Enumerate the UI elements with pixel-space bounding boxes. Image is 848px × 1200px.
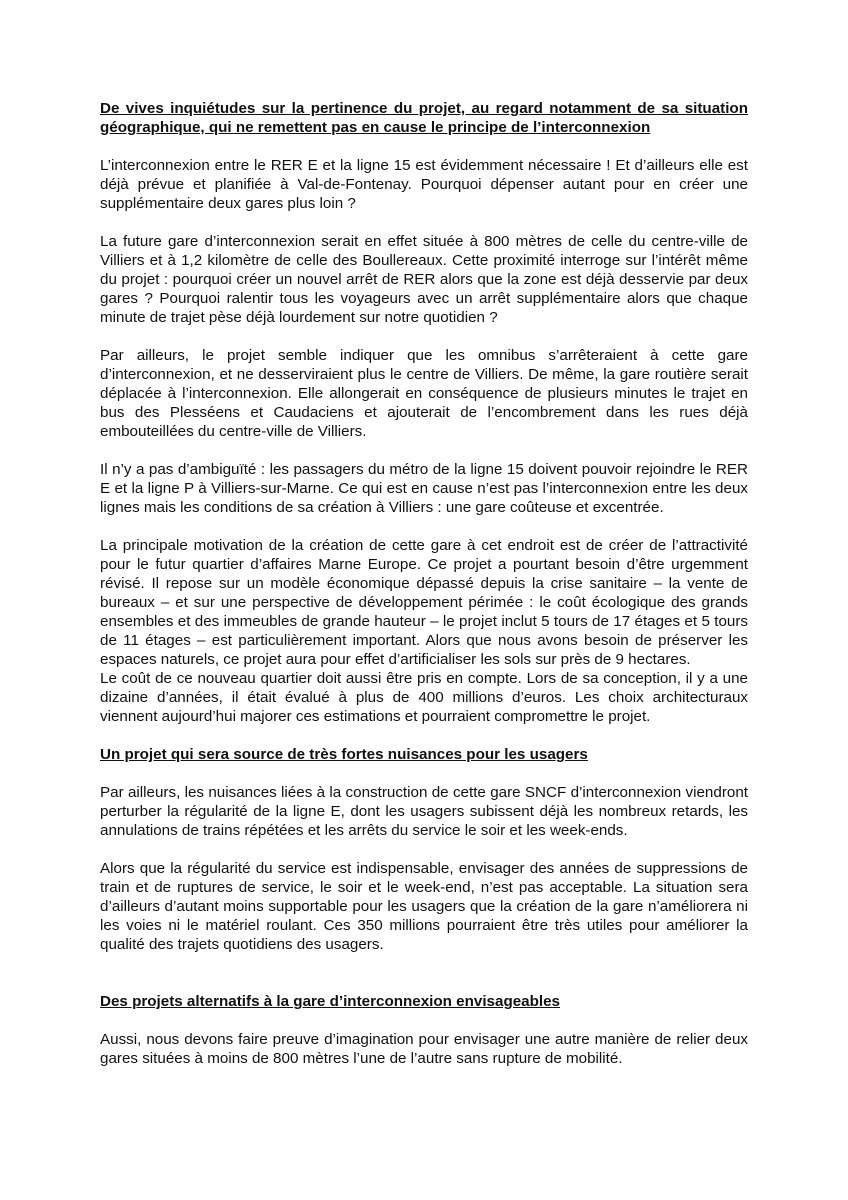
spacer [100, 517, 748, 536]
spacer [100, 764, 748, 783]
section-heading-nuisances: Un projet qui sera source de très fortes nuisances pour les usagers [100, 746, 588, 763]
paragraph-omnibus-bus-station: Par ailleurs, le projet semble indiquer que les omnibus s’arrêteraient à cette gare d’interconnexion, et ne desserviraient plus le centre de Villiers. De même, la gare routière serait déplacée à l’interconnexion. Elle allongerait en conséquence de plusieurs minutes le trajet en bus des Plesséens et Caudaciens et ajouterait de l’encombrement dans les rues déjà embouteillées du centre-ville de Villiers. [100, 347, 748, 440]
paragraph-station-location: La future gare d’interconnexion serait en effet située à 800 mètres de celle du centre-ville de Villiers et à 1,2 kilomètre de celle des Boullereaux. Cette proximité interroge sur l’intérêt même du projet : pourquoi créer un nouvel arrêt de RER alors que la zone est déjà desservie par deux gares ? Pourquoi ralentir tous les voyageurs avec un arrêt supplémentaire alors que chaque minute de trajet pèse déjà lourdement sur notre quotidien ? [100, 233, 748, 326]
paragraph-marne-europe: La principale motivation de la création de cette gare à cet endroit est de créer de l’attractivité pour le futur quartier d’affaires Marne Europe. Ce projet a pourtant besoin d’être urgemment révisé. Il repose sur un modèle économique dépassé depuis la crise sanitaire – la vente de bureaux – et sur une perspective de développement périmée : le coût écologique des grands ensembles et des immeubles de grande hauteur – le projet inclut 5 tours de 17 étages et 5 tours de 11 étages – est particulièrement important. Alors que nous avons besoin de préserver les espaces naturels, ce projet aura pour effet d’artificialiser les sols sur près de 9 hectares. [100, 537, 748, 668]
spacer [100, 726, 748, 745]
paragraph-interconnection-necessary: L’interconnexion entre le RER E et la ligne 15 est évidemment nécessaire ! Et d’ailleurs elle est déjà prévue et planifiée à Val-de-Fontenay. Pourquoi dépenser autant pour en créer une supplémentaire deux gares plus loin ? [100, 157, 748, 212]
spacer [100, 954, 748, 992]
paragraph-construction-nuisances: Par ailleurs, les nuisances liées à la construction de cette gare SNCF d’interconnexion viendront perturber la régularité de la ligne E, dont les usagers subissent déjà les nombreux retards, les annulations de trains répétées et les arrêts du service le soir et les week-ends. [100, 784, 748, 839]
spacer [100, 327, 748, 346]
paragraph-no-ambiguity: Il n’y a pas d’ambiguïté : les passagers du métro de la ligne 15 doivent pouvoir rejoindre le RER E et la ligne P à Villiers-sur-Marne. Ce qui est en cause n’est pas l’interconnexion entre les deux lignes mais les conditions de sa création à Villiers : une gare coûteuse et excentrée. [100, 461, 748, 516]
paragraph-imagination: Aussi, nous devons faire preuve d’imagination pour envisager une autre manière de relier deux gares situées à moins de 800 mètres l’une de l’autre sans rupture de mobilité. [100, 1031, 748, 1067]
section-heading-concerns: De vives inquiétudes sur la pertinence du projet, au regard notamment de sa situation géographique, qui ne remettent pas en cause le principe de l’interconnexion [100, 100, 748, 136]
spacer [100, 441, 748, 460]
section-heading-alternatives: Des projets alternatifs à la gare d’interconnexion envisageables [100, 993, 561, 1010]
spacer [100, 840, 748, 859]
spacer [100, 137, 748, 156]
spacer [100, 213, 748, 232]
paragraph-district-cost: Le coût de ce nouveau quartier doit aussi être pris en compte. Lors de sa conception, il y a une dizaine d’années, il était évalué à plus de 400 millions d’euros. Les choix architecturaux viennent aujourd’hui majorer ces estimations et pourraient compromettre le projet. [100, 670, 748, 725]
document-body [100, 99, 748, 1068]
spacer [100, 1011, 748, 1030]
paragraph-service-regularity: Alors que la régularité du service est indispensable, envisager des années de suppressions de train et de ruptures de service, le soir et le week-end, n’est pas acceptable. La situation sera d’ailleurs d’autant moins supportable pour les usagers que la création de la gare n’améliorera ni les voies ni le matériel roulant. Ces 350 millions pourraient être très utiles pour améliorer la qualité des trajets quotidiens des usagers. [100, 860, 748, 953]
